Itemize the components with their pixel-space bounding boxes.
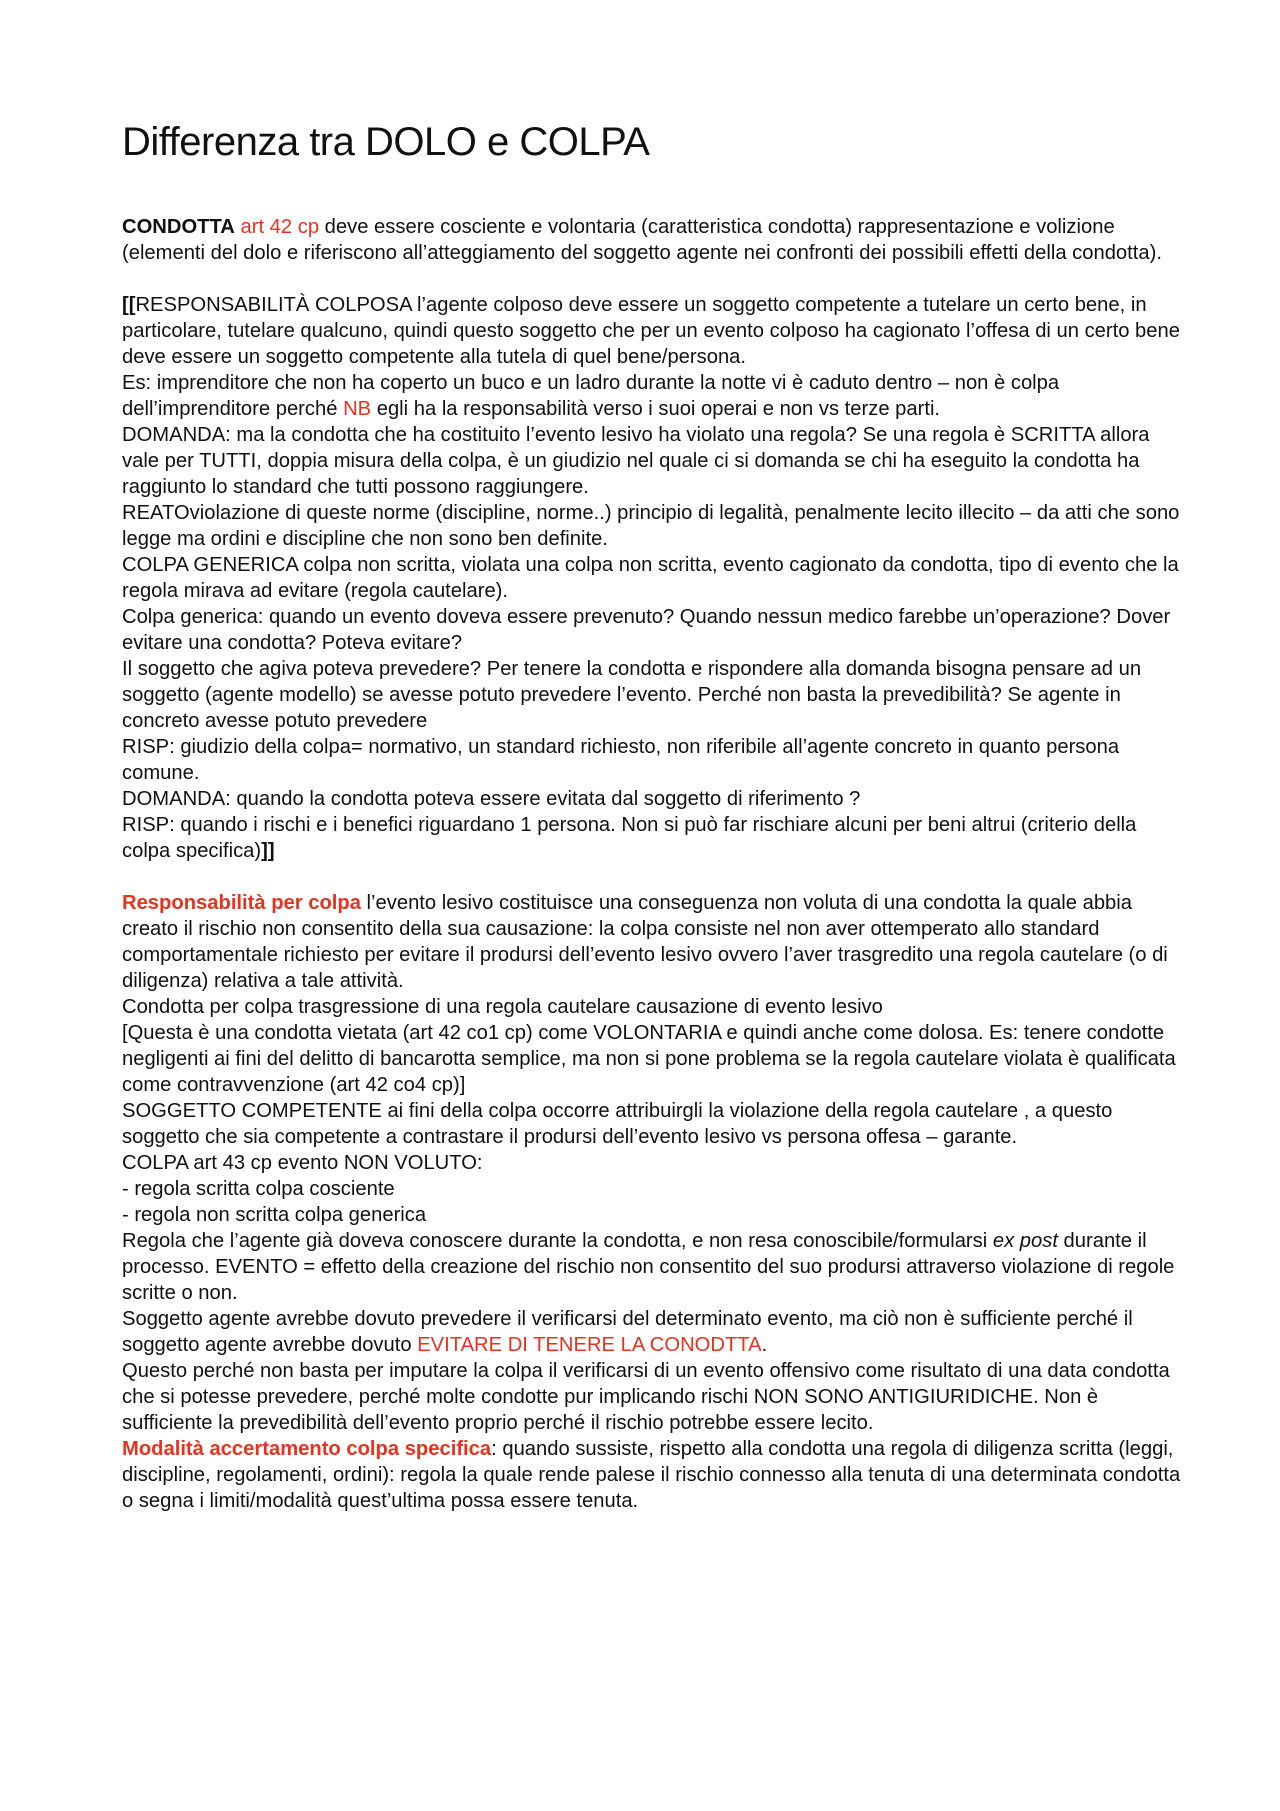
- paragraph: [122, 1228, 1182, 1306]
- text: .: [761, 1334, 768, 1356]
- term-condotta: CONDOTTA: [122, 216, 235, 238]
- paragraph: Questo perché non basta per imputare la colpa il verificarsi di un evento offensivo come risultato di una data condotta che si potesse prevedere, perché molte condotte pur implicando rischi NON SONO ANTIGIURIDICHE. Non è sufficiente la prevedibilità dell’evento proprio perché il rischio potrebbe essere lecito.: [122, 1360, 1170, 1434]
- list-item: - regola scritta colpa cosciente: [122, 1178, 395, 1200]
- paragraph: COLPA GENERICA colpa non scritta, violata una colpa non scritta, evento cagionato da condotta, tipo di evento che la regola mirava ad evitare (regola cautelare).: [122, 554, 1179, 602]
- paragraph: [122, 1436, 1182, 1514]
- heading-responsabilita-per-colpa: Responsabilità per colpa: [122, 892, 361, 914]
- heading-modalita-accertamento: Modalità accertamento colpa specifica: [122, 1438, 492, 1460]
- paragraph: Colpa generica: quando un evento doveva essere prevenuto? Quando nessun medico farebbe un’operazione? Dover evitare una condotta? Poteva evitare?: [122, 606, 1171, 654]
- paragraph: DOMANDA: ma la condotta che ha costituito l’evento lesivo ha violato una regola? Se una regola è SCRITTA allora vale per TUTTI, doppia misura della colpa, è un giudizio nel quale ci si domanda se chi ha eseguito la condotta ha raggiunto lo standard che tutti possono raggiungere.: [122, 424, 1150, 498]
- ex-post: ex post: [992, 1230, 1058, 1252]
- bracket-open: [[: [122, 294, 136, 316]
- paragraph: RISP: giudizio della colpa= normativo, un standard richiesto, non riferibile all’agente concreto in quanto persona comune.: [122, 736, 1120, 784]
- highlight-evitare: EVITARE DI TENERE LA CONODTTA: [417, 1334, 762, 1356]
- paragraph: DOMANDA: quando la condotta poteva essere evitata dal soggetto di riferimento ?: [122, 788, 861, 810]
- section-responsabilita-per-colpa: [122, 890, 1182, 1514]
- ref-art-42: art 42 cp: [240, 216, 320, 238]
- document-title: Differenza tra DOLO e COLPA: [122, 120, 650, 164]
- paragraph: [122, 812, 1182, 864]
- text: RISP: quando i rischi e i benefici riguardano 1 persona. Non si può far rischiare alcuni per beni altrui (criterio della colpa specifica): [122, 814, 1137, 862]
- paragraph: [122, 1306, 1182, 1358]
- paragraph: SOGGETTO COMPETENTE ai fini della colpa occorre attribuirgli la violazione della regola cautelare , a questo soggetto che sia competente a contrastare il prodursi dell’evento lesivo vs persona offesa – garante.: [122, 1100, 1113, 1148]
- paragraph: [122, 292, 1182, 370]
- document-page: [122, 118, 1182, 1514]
- text: Regola che l’agente già doveva conoscere durante la condotta, e non resa conoscibile/formularsi: [122, 1230, 993, 1252]
- text: deve essere cosciente e volontaria (caratteristica condotta) rappresentazione e volizione (elementi del dolo e riferiscono all’atteggiamento del soggetto agente nei confronti dei possibili effetti della condotta).: [122, 216, 1162, 264]
- paragraph: [122, 214, 1182, 266]
- nb-highlight: NB: [343, 398, 372, 420]
- paragraph: Condotta per colpa trasgressione di una regola cautelare causazione di evento lesivo: [122, 996, 883, 1018]
- paragraph: COLPA art 43 cp evento NON VOLUTO:: [122, 1152, 483, 1174]
- paragraph: [122, 890, 1182, 994]
- text: Soggetto agente avrebbe dovuto prevedere il verificarsi del determinato evento, ma ciò non è sufficiente perché il soggetto agente avrebbe dovuto: [122, 1308, 1133, 1356]
- list-item: - regola non scritta colpa generica: [122, 1204, 427, 1226]
- paragraph: [Questa è una condotta vietata (art 42 co1 cp) come VOLONTARIA e quindi anche come dolosa. Es: tenere condotte negligenti ai fini del delitto di bancarotta semplice, ma non si pone problema se la regola cautelare violata è qualificata come contravvenzione (art 42 co4 cp)]: [122, 1022, 1176, 1096]
- bracket-close: ]]: [261, 840, 275, 862]
- text: RESPONSABILITÀ COLPOSA l’agente colposo deve essere un soggetto competente a tutelare un certo bene, in particolare, tutelare qualcuno, quindi questo soggetto che per un evento colposo ha cagionato l’offesa di un certo bene deve essere un soggetto competente alla tutela di quel bene/persona.: [122, 294, 1180, 368]
- paragraph: REATOviolazione di queste norme (discipline, norme..) principio di legalità, penalmente lecito illecito – da atti che sono legge ma ordini e discipline che non sono ben definite.: [122, 502, 1180, 550]
- text: l’evento lesivo costituisce una conseguenza non voluta di una condotta la quale abbia creato il rischio non consentito della sua causazione: la colpa consiste nel non aver ottemperato allo standard comportamentale richiesto per evitare il prodursi dell’evento lesivo ovvero l’aver trasgredito una regola cautelare (o di diligenza) relativa a tale attività.: [122, 892, 1168, 992]
- text: egli ha la responsabilità verso i suoi operai e non vs terze parti.: [371, 398, 941, 420]
- text: : quando sussiste, rispetto alla condotta una regola di diligenza scritta (leggi, discipline, regolamenti, ordini): regola la quale rende palese il rischio connesso alla tenuta di una determinata condotta o segna i limiti/modalità quest’ultima possa essere tenuta.: [122, 1438, 1181, 1512]
- paragraph: Il soggetto che agiva poteva prevedere? Per tenere la condotta e rispondere alla domanda bisogna pensare ad un soggetto (agente modello) se avesse potuto prevedere l’evento. Perché non basta la prevedibilità? Se agente in concreto avesse potuto prevedere: [122, 658, 1142, 732]
- section-condotta: [122, 214, 1182, 266]
- text: Es: imprenditore che non ha coperto un buco e un ladro durante la notte vi è caduto dentro – non è colpa dell’imprenditore perché: [122, 372, 1060, 420]
- paragraph: [122, 370, 1182, 422]
- section-responsabilita-colposa: [122, 292, 1182, 864]
- text: durante il processo. EVENTO = effetto della creazione del rischio non consentito del suo prodursi attraverso violazione di regole scritte o non.: [122, 1230, 1175, 1304]
